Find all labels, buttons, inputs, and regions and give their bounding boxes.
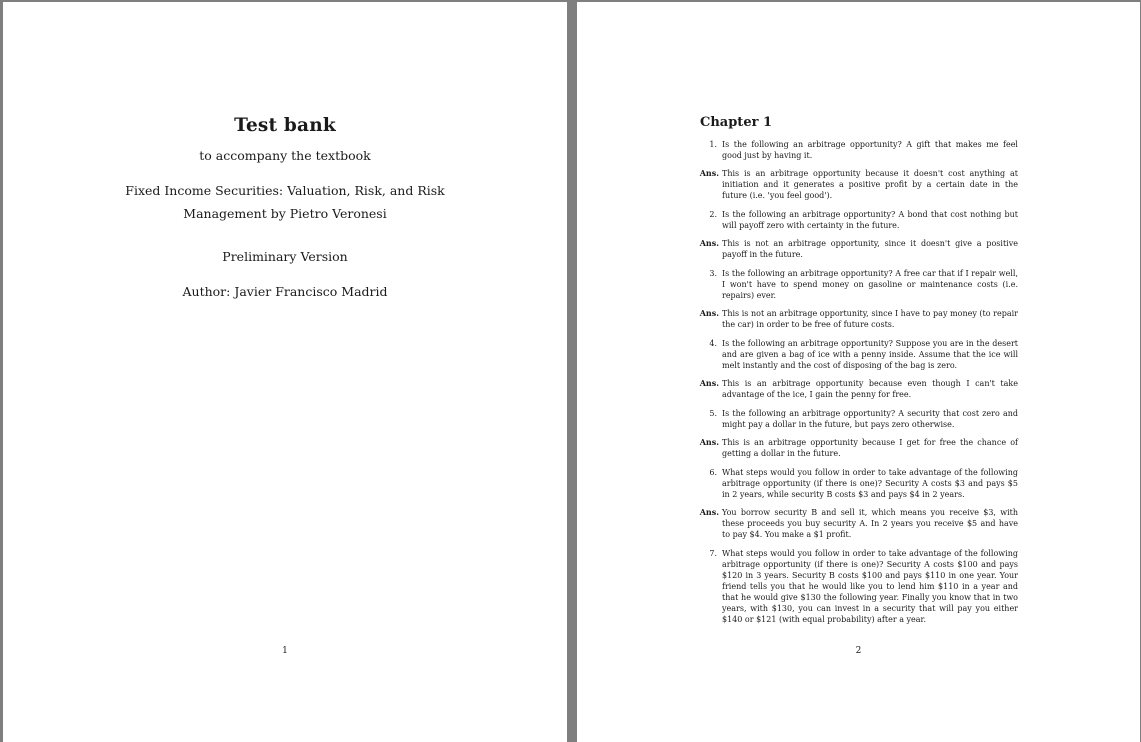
chapter-heading: Chapter 1 — [700, 115, 773, 130]
page-2 — [577, 2, 1140, 742]
book-title-line-1: Fixed Income Securities: Valuation, Risk, and Risk — [125, 183, 445, 198]
item-label: Ans. — [699, 437, 719, 447]
page-number: 1 — [282, 646, 288, 656]
item-text: This is an arbitrage opportunity because even though I can't take advantage of the ice, I gain the penny for free. — [722, 379, 1018, 399]
item-label: Ans. — [699, 238, 719, 248]
item-text: This is not an arbitrage opportunity, since I have to pay money (to repair the car) in order to be free of future costs. — [722, 309, 1018, 329]
version-note: Preliminary Version — [222, 249, 348, 264]
book-title — [3, 180, 567, 225]
item-text: What steps would you follow in order to take advantage of the following arbitrage opportunity (if there is one)? Security A costs $3 and pays $5 in 2 years, while security B costs $3 and pays $4 in 2 years. — [722, 468, 1018, 499]
page-number: 2 — [855, 646, 862, 656]
item-text: This is an arbitrage opportunity because it doesn't cost anything at initiation and it generates a positive profit by a certain date in the future (i.e. 'you feel good'). — [722, 169, 1018, 200]
item-text: Is the following an arbitrage opportunity? A bond that cost nothing but will payoff zero with certainty in the future. — [722, 210, 1018, 230]
item-text: Is the following an arbitrage opportunity? A security that cost zero and might pay a dollar in the future, but pays zero otherwise. — [722, 409, 1018, 429]
document-title: Test bank — [234, 115, 336, 136]
book-title-line-2: Management by Pietro Veronesi — [183, 205, 387, 221]
item-label: 4. — [709, 339, 717, 348]
item-label: Ans. — [699, 308, 719, 318]
item-text: Is the following an arbitrage opportunity? A free car that if I repair well, I won't have to spend money on gasoline or maintenance costs (i.e. repairs) ever. — [722, 269, 1018, 300]
item-label: Ans. — [699, 507, 719, 517]
item-label: 7. — [709, 549, 717, 558]
item-label: 6. — [709, 468, 717, 477]
page-1 — [3, 2, 567, 742]
item-label: 2. — [709, 210, 717, 219]
item-text: Is the following an arbitrage opportunity? A gift that makes me feel good just by having it. — [722, 140, 1018, 160]
item-label: 5. — [709, 409, 717, 418]
item-label: 1. — [709, 140, 717, 149]
item-label: Ans. — [699, 168, 719, 178]
item-label: 3. — [709, 269, 717, 278]
item-text: Is the following an arbitrage opportunity? Suppose you are in the desert and are given a bag of ice with a penny inside. Assume that the ice will melt instantly and the cost of disposing of the bag is zero. — [722, 339, 1018, 370]
item-text: This is not an arbitrage opportunity, since it doesn't give a positive payoff in the future. — [722, 239, 1018, 259]
item-text: You borrow security B and sell it, which means you receive $3, with these proceeds you buy security A. In 2 years you receive $5 and have to pay $4. You make a $1 profit. — [722, 508, 1018, 539]
item-text: What steps would you follow in order to take advantage of the following arbitrage opportunity (if there is one)? Security A costs $100 and pays $120 in 3 years. Security B costs $100 and pays $110 in one year. Your friend tells you that he would like you to lend him $110 in a year and that he would give $130 the following year. Finally you know that in two years, with $130, you can invest in a security that will pay you either $140 or $121 (with equal probability) after a year. — [722, 549, 1018, 624]
item-text: This is an arbitrage opportunity because I get for free the chance of getting a dollar in the future. — [722, 438, 1018, 458]
item-label: Ans. — [699, 378, 719, 388]
author-line: Author: Javier Francisco Madrid — [182, 284, 388, 299]
document-subtitle: to accompany the textbook — [199, 148, 371, 163]
